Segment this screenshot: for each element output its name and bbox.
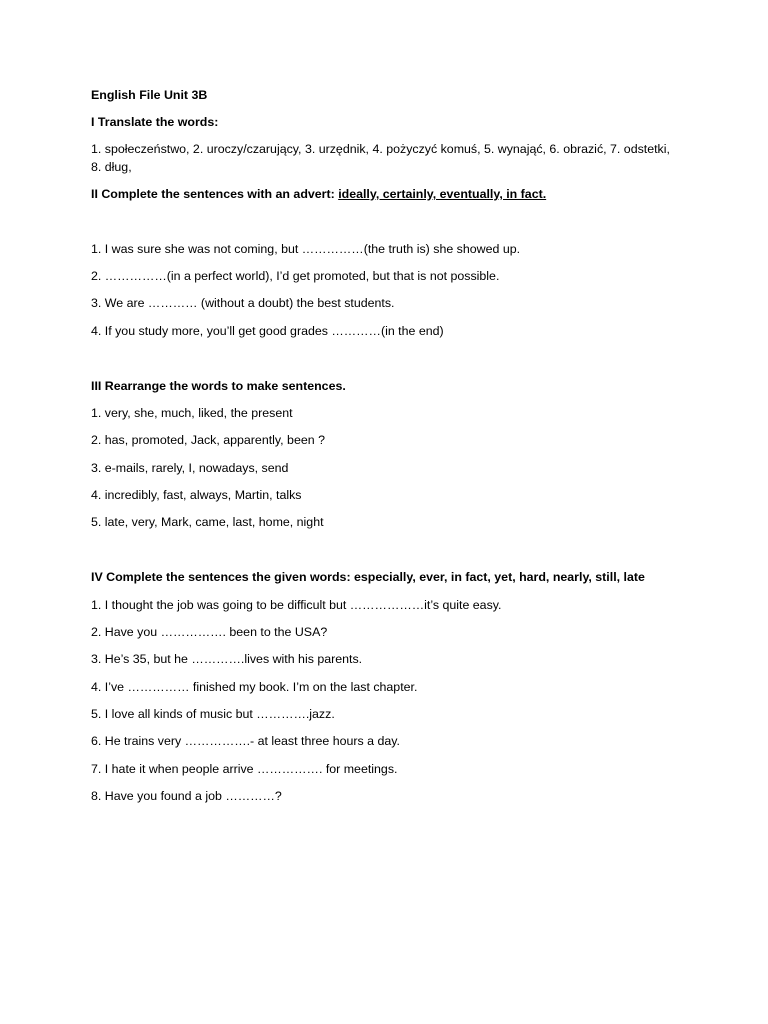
section3-item: 1. very, she, much, liked, the present — [91, 406, 293, 420]
section4-item: 7. I hate it when people arrive ……………. for meetings. — [91, 762, 398, 776]
section4-item: 3. He’s 35, but he ………….lives with his parents. — [91, 652, 363, 666]
section4-item: 5. I love all kinds of music but ………….jazz. — [91, 707, 335, 721]
section4-item: 1. I thought the job was going to be difficult but ………………it’s quite easy. — [91, 598, 502, 612]
section2-item: 2. ……………(in a perfect world), I’d get promoted, but that is not possible. — [91, 269, 500, 283]
section2-item: 3. We are ………… (without a doubt) the best students. — [91, 296, 395, 310]
section3-item: 4. incredibly, fast, always, Martin, talks — [91, 488, 302, 502]
section2-heading — [91, 185, 546, 203]
section2-item: 1. I was sure she was not coming, but ……………(the truth is) she showed up. — [91, 242, 521, 256]
section4-item: 2. Have you ……………. been to the USA? — [91, 625, 328, 639]
section3-item: 2. has, promoted, Jack, apparently, been ? — [91, 433, 325, 447]
section1-heading: I Translate the words: — [91, 115, 219, 129]
section3-item: 3. e-mails, rarely, I, nowadays, send — [91, 461, 289, 475]
section2-item: 4. If you study more, you’ll get good grades …………(in the end) — [91, 324, 444, 338]
section3-item: 5. late, very, Mark, came, last, home, night — [91, 515, 324, 529]
section4-heading: IV Complete the sentences the given words: especially, ever, in fact, yet, hard, nearly, still, late — [91, 570, 645, 584]
section4-item: 6. He trains very …………….- at least three hours a day. — [91, 734, 400, 748]
section2-heading-prefix: II Complete the sentences with an advert: — [91, 187, 339, 201]
document-title: English File Unit 3B — [91, 88, 208, 102]
section2-heading-words: ideally, certainly, eventually, in fact. — [338, 187, 547, 201]
section1-text: 1. społeczeństwo, 2. uroczy/czarujący, 3. urzędnik, 4. pożyczyć komuś, 5. wynająć, 6. obrazić, 7. odstetki, 8. dług, — [91, 142, 670, 174]
section4-item: 4. I’ve …………… finished my book. I’m on the last chapter. — [91, 680, 418, 694]
section3-heading: III Rearrange the words to make sentences. — [91, 379, 346, 393]
section4-item: 8. Have you found a job …………? — [91, 789, 282, 803]
